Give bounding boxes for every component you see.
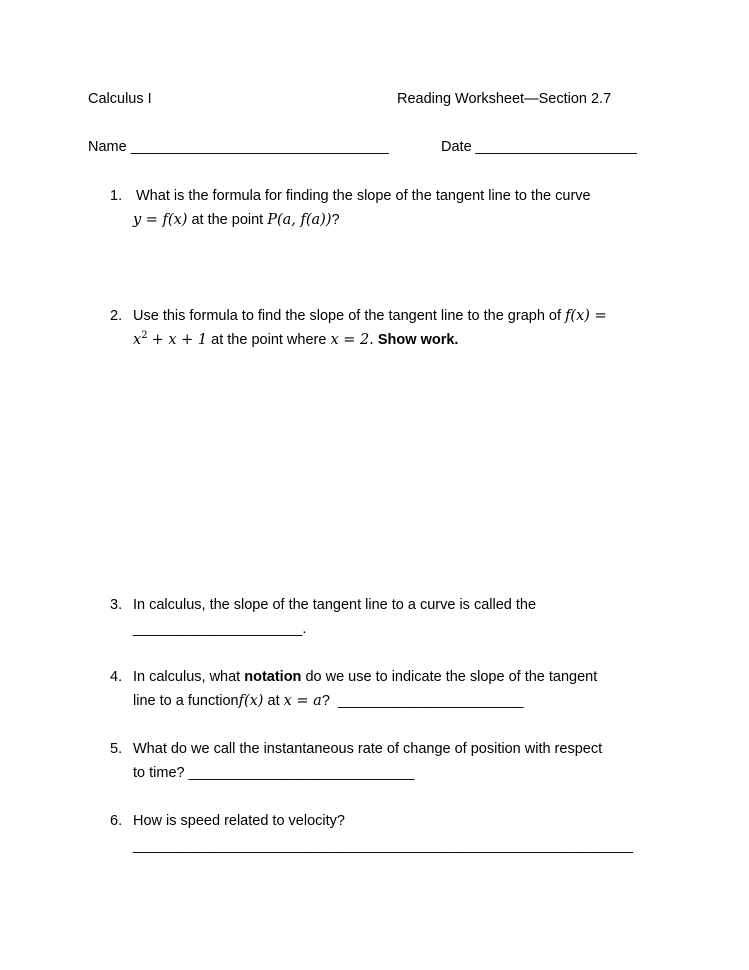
q2-x-eq: x = 2. <box>330 332 374 348</box>
q4-notation: notation <box>244 669 302 685</box>
q2-exponent: 2 <box>141 330 148 342</box>
q3-number: 3. <box>110 597 123 613</box>
q5-line1: What do we call the instantaneous rate of change of position with respect <box>133 741 603 757</box>
q2-poly: + x + 1 <box>151 332 208 348</box>
q4-line1 <box>133 667 597 687</box>
worksheet-title: Reading Worksheet—Section 2.7 <box>397 91 612 107</box>
q2-line1 <box>133 306 607 326</box>
q2-text: Use this formula to find the slope of the tangent line to the graph of <box>133 308 562 324</box>
q4-line2-pre: line to a function <box>133 693 239 709</box>
q1-point: P(a, f(a)) <box>267 212 332 228</box>
q2-fx: f(x) = <box>565 308 607 324</box>
q4-number: 4. <box>110 669 123 685</box>
q2-mid: at the point where <box>211 332 327 348</box>
q1-equation: y = f(x) <box>133 212 188 228</box>
q2-line2 <box>133 330 458 350</box>
course-title: Calculus I <box>88 91 152 107</box>
name-label: Name <box>88 139 127 155</box>
q4-q: ? <box>321 693 330 709</box>
q6-line1: How is speed related to velocity? <box>133 813 345 829</box>
q1-number: 1. <box>110 188 123 204</box>
name-blank: ________________________________ <box>130 139 389 155</box>
q5-line2 <box>133 763 414 783</box>
q6-number: 6. <box>110 813 123 829</box>
date-field <box>441 137 637 157</box>
name-field <box>88 137 389 157</box>
q3-blank: _____________________. <box>133 621 307 637</box>
q2-number: 2. <box>110 308 123 324</box>
q4-blank: _______________________ <box>337 693 524 709</box>
q2-show-work: Show work. <box>377 332 459 348</box>
q4-fx: f(x) <box>238 693 264 709</box>
q5-number: 5. <box>110 741 123 757</box>
q5-blank: ____________________________ <box>188 765 415 781</box>
q1-line2 <box>133 210 340 230</box>
q1-end: ? <box>331 212 340 228</box>
q4-x-eq-a: x = a <box>283 693 322 709</box>
q4-at: at <box>267 693 280 709</box>
q4-post: do we use to indicate the slope of the tangent <box>305 669 598 685</box>
q1-at-point: at the point <box>191 212 264 228</box>
q5-line2-text: to time? <box>133 765 185 781</box>
q6-blank: ______________________________________________________________ <box>133 838 633 854</box>
q4-pre: In calculus, what <box>133 669 241 685</box>
q2-x: x <box>133 332 142 348</box>
date-label: Date <box>441 139 472 155</box>
date-blank: ____________________ <box>475 139 637 155</box>
q1-line1: What is the formula for finding the slope of the tangent line to the curve <box>136 188 591 204</box>
q4-line2 <box>133 691 523 711</box>
q3-line1: In calculus, the slope of the tangent line to a curve is called the <box>133 597 537 613</box>
